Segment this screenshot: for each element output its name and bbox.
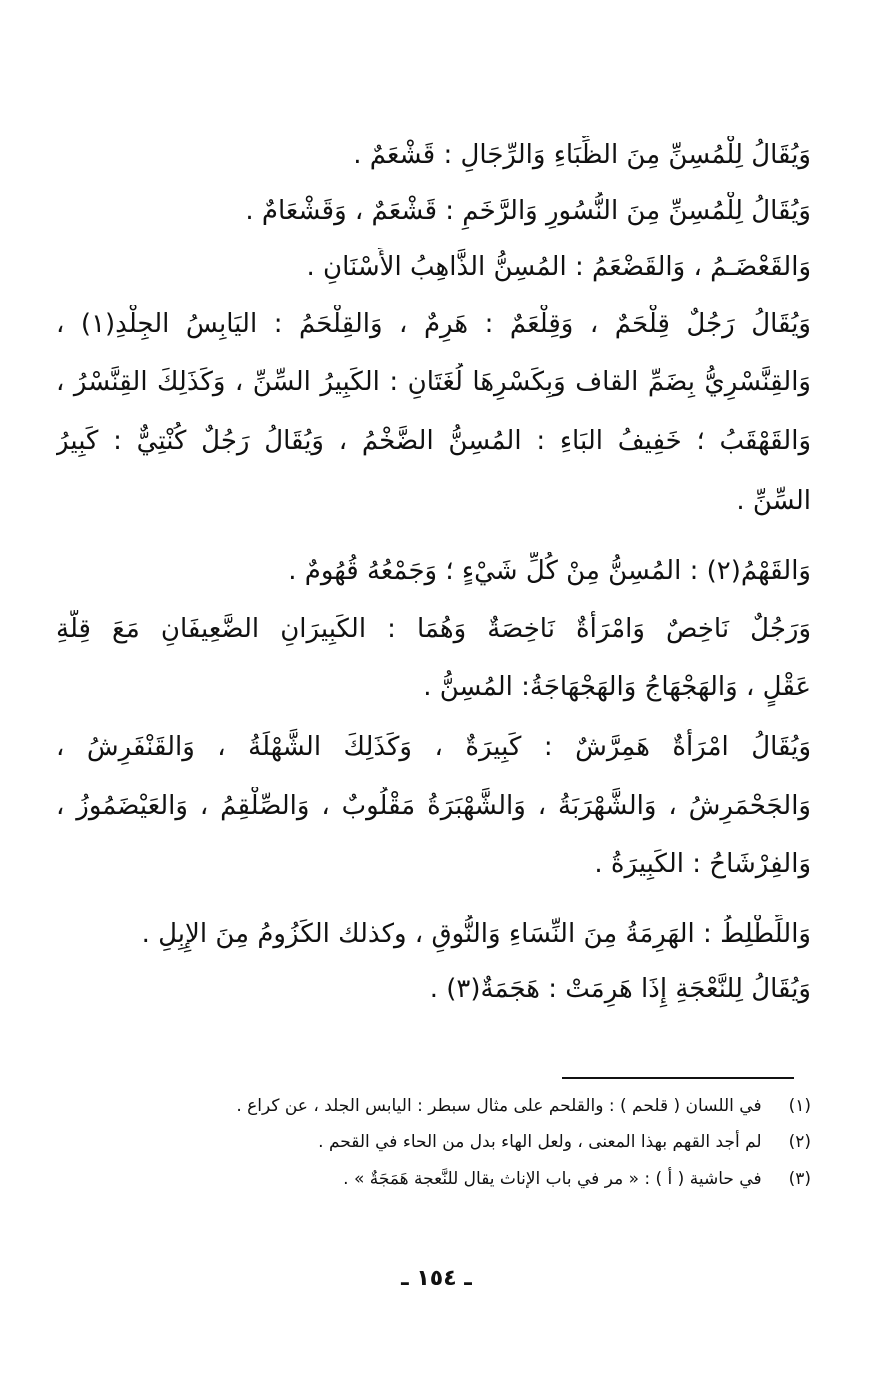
footnote-divider xyxy=(562,1077,794,1079)
text-line: وَيُقَالُ لِلْمُسِنِّ مِنَ الظِّبَاءِ وَالرِّجَالِ : قَشْعَمٌ . xyxy=(353,140,811,170)
footnote-number: (٢) xyxy=(788,1132,811,1152)
footnote-text: في حاشية ( أ ) : « مر في باب الإناث يقال للنَّعجة هَمَجَةٌ » . xyxy=(343,1169,762,1189)
page-number: ـ ١٥٤ ـ xyxy=(401,1266,472,1291)
text-line: وَاللِّطْلِطُ : الهَرِمَةُ مِنَ النِّسَاءِ وَالنُّوقِ ، وكذلك الكَزُومُ مِنَ الإِبِلِ . xyxy=(141,919,811,949)
text-line: السِّنِّ . xyxy=(736,486,811,516)
text-line: وَالجَحْمَرِشُ ، وَالشَّهْرَبَةُ ، وَالشَّهْبَرَةُ مَقْلُوبٌ ، وَالصِّلْقِمُ ، وَالعَيْضَمُوزُ ، xyxy=(56,791,811,821)
footnote-number: (٣) xyxy=(788,1169,811,1189)
footnote xyxy=(171,1166,811,1194)
footnote xyxy=(171,1093,811,1121)
text-line: وَرَجُلٌ نَاخِصٌ وَامْرَأَةٌ نَاخِصَةٌ وَهُمَا : الكَبِيرَانِ الضَّعِيفَانِ مَعَ قِلَّةِ xyxy=(56,614,811,644)
text-line: وَالقِنَّسْرِيُّ بِضَمِّ القاف وَبِكَسْرِهَا لُغَتَانِ : الكَبِيرُ السِّنِّ ، وَكَذَلِكَ القِنَّسْرُ ، xyxy=(56,367,811,397)
text-line: وَالقَهْمُ(٢) : المُسِنُّ مِنْ كُلِّ شَيْءٍ ؛ وَجَمْعُهُ قُهُومٌ . xyxy=(288,556,811,586)
text-line: وَالفِرْشَاحُ : الكَبِيرَةُ . xyxy=(594,849,811,879)
text-line: وَالقَعْضَـمُ ، وَالقَضْعَمُ : المُسِنُّ الذَّاهِبُ الأَسْنَانِ . xyxy=(306,252,811,282)
text-line: وَيُقَالُ لِلْمُسِنِّ مِنَ النُّسُورِ وَالرَّخَمِ : قَشْعَمٌ ، وَقَشْعَامٌ . xyxy=(245,196,811,226)
text-line: وَيُقَالُ رَجُلٌ قِلْحَمٌ ، وَقِلْعَمٌ : هَرِمٌ ، وَالقِلْحَمُ : اليَابِسُ الجِلْدِ(١) ، xyxy=(56,309,811,339)
footnote-text: في اللسان ( قلحم ) : والقلحم على مثال سبطر : اليابس الجلد ، عن كراع . xyxy=(236,1096,762,1116)
text-line: وَيُقَالُ لِلنَّعْجَةِ إِذَا هَرِمَتْ : هَجَمَةٌ(٣) . xyxy=(429,974,811,1004)
footnote xyxy=(171,1129,811,1157)
footnote-text: لم أجد القهم بهذا المعنى ، ولعل الهاء بدل من الحاء في القحم . xyxy=(318,1132,762,1152)
text-line: وَيُقَالُ امْرَأَةٌ هَمِرَّشٌ : كَبِيرَةٌ ، وَكَذَلِكَ الشَّهْلَةُ ، وَالقَنْفَرِشُ ، xyxy=(56,732,811,762)
text-line: عَقْلٍ ، وَالهَجْهَاجُ وَالهَجْهَاجَةُ: المُسِنُّ . xyxy=(423,672,811,702)
text-line: وَالقَهْقَبُ ؛ خَفِيفُ البَاءِ : المُسِنُّ الضَّخْمُ ، وَيُقَالُ رَجُلٌ كُنْتِيٌّ : كَبِيرُ xyxy=(56,426,811,456)
footnote-number: (١) xyxy=(788,1096,811,1116)
